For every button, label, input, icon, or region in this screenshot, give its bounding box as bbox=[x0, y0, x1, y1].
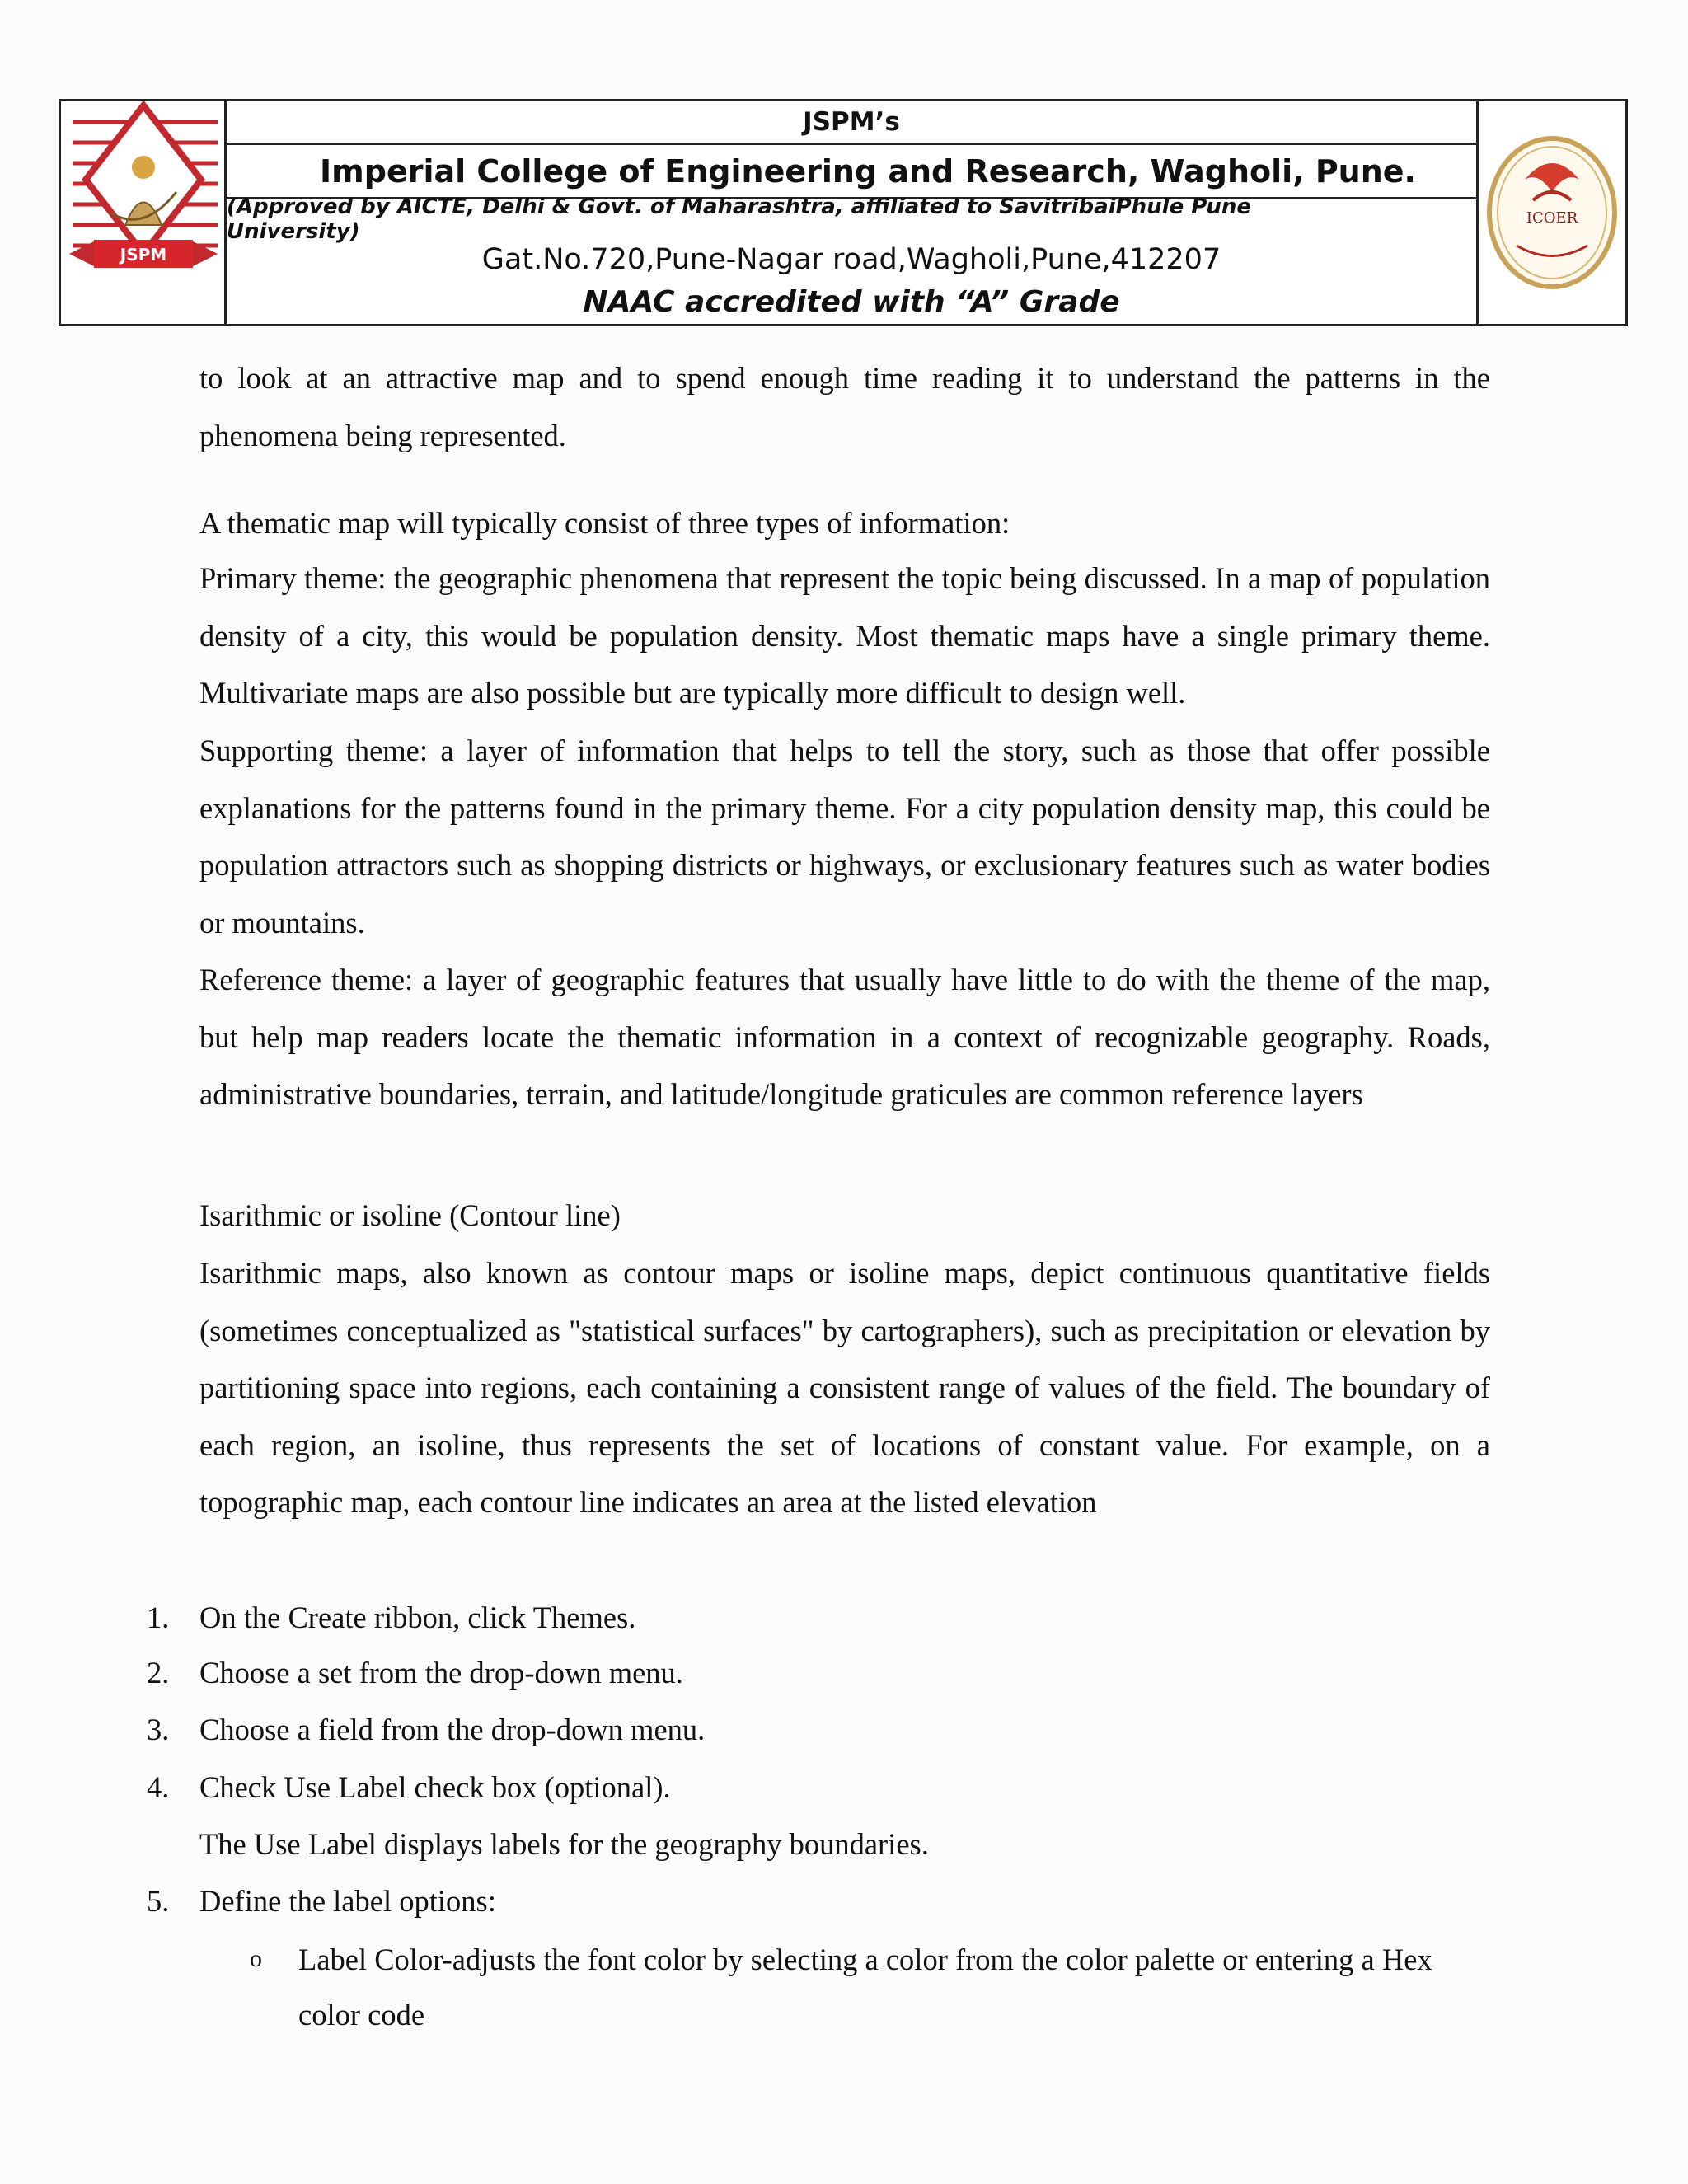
paragraph-three-types: A thematic map will typically consist of three types of information: bbox=[199, 506, 1010, 540]
bullet-marker: o bbox=[250, 1945, 262, 1972]
paragraph-intro: to look at an attractive map and to spend enough time reading it to understand the patterns in the phenomena being represented. bbox=[199, 361, 1490, 452]
address-line: Gat.No.720,Pune-Nagar road,Wagholi,Pune,412207 bbox=[481, 243, 1221, 276]
paragraph-reference-theme: Reference theme: a layer of geographic features that usually have little to do with the theme of the map, but help map readers locate the thematic information in a context of recognizable geography. Roads, administrative boundaries, terrain, and latitude/longitude graticules are common reference layers bbox=[199, 963, 1490, 1111]
jspm-logo bbox=[61, 101, 227, 324]
step-text: Choose a set from the drop-down menu. bbox=[199, 1656, 683, 1690]
approval-line: (Approved by AICTE, Delhi & Govt. of Maharashtra, affiliated to SavitribaiPhule Pune University) bbox=[227, 194, 1252, 244]
jspm-emblem-icon bbox=[61, 101, 224, 324]
paragraph-isarithmic: Isarithmic maps, also known as contour maps or isoline maps, depict continuous quantitative fields (sometimes conceptualized as "statistical surfaces" by cartographers), such as precipitation or elevation by partitioning space into regions, each containing a consistent range of values of the field. The boundary of each region, an isoline, thus represents the set of locations of constant value. For example, on a topographic map, each contour line indicates an area at the listed elevation bbox=[199, 1256, 1490, 1519]
icoer-logo bbox=[1476, 101, 1625, 324]
step-text: On the Create ribbon, click Themes. bbox=[199, 1601, 636, 1634]
bullet-label-color: Label Color-adjusts the font color by selecting a color from the color palette or entering a Hex color code bbox=[298, 1943, 1432, 2032]
step-text: Choose a field from the drop-down menu. bbox=[199, 1713, 706, 1746]
step-number: 1. bbox=[147, 1601, 170, 1634]
letterhead bbox=[59, 99, 1628, 326]
icoer-logo-text: ICOER bbox=[1526, 209, 1578, 227]
org-name: JSPM’s bbox=[227, 101, 1476, 145]
icoer-emblem-icon bbox=[1484, 130, 1620, 295]
step-text: Check Use Label check box (optional). bbox=[199, 1770, 671, 1804]
step-number: 4. bbox=[147, 1770, 170, 1804]
step-number: 3. bbox=[147, 1713, 170, 1746]
step-note: The Use Label displays labels for the geography boundaries. bbox=[199, 1827, 929, 1861]
college-name: Imperial College of Engineering and Research, Wagholi, Pune. bbox=[227, 145, 1476, 199]
step-number: 5. bbox=[147, 1884, 170, 1918]
section-heading-isarithmic: Isarithmic or isoline (Contour line) bbox=[199, 1198, 621, 1232]
jspm-logo-text: JSPM bbox=[120, 245, 167, 265]
step-number: 2. bbox=[147, 1656, 170, 1690]
paragraph-primary-theme: Primary theme: the geographic phenomena that represent the topic being discussed. In a map of population density of a city, this would be population density. Most thematic maps have a single primary theme. Multivariate maps are also possible but are typically more difficult to design well. bbox=[199, 561, 1490, 710]
accreditation-line: NAAC accredited with “A” Grade bbox=[583, 284, 1120, 319]
letterhead-text bbox=[227, 101, 1476, 324]
step-text: Define the label options: bbox=[199, 1884, 496, 1918]
paragraph-supporting-theme: Supporting theme: a layer of information that helps to tell the story, such as those that offer possible explanations for the patterns found in the primary theme. For a city population density map, this could be population attractors such as shopping districts or highways, or exclusionary features such as water bodies or mountains. bbox=[199, 733, 1490, 940]
